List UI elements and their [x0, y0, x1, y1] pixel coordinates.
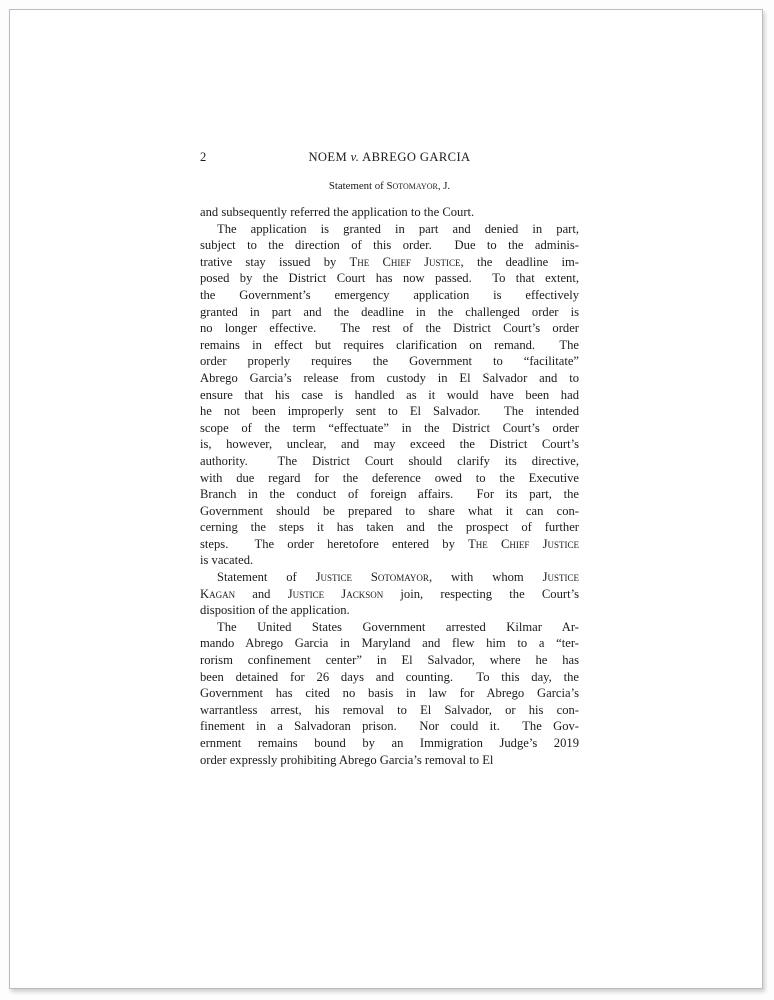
text-line: remains in effect but requires clarification on remand. The — [200, 337, 579, 352]
small-caps-text: Sotomayor — [386, 180, 438, 192]
small-caps-text: The Chief Justice — [468, 536, 579, 551]
text-line: The application is granted in part and denied in part, — [217, 221, 579, 236]
text-line: disposition of the application. — [200, 603, 350, 618]
text-line: steps. The order heretofore entered by The Chief Justice — [200, 536, 579, 551]
text-line: scope of the term “effectuate” in the District Court’s order — [200, 420, 579, 435]
small-caps-text: Justice Sotomayor — [315, 570, 429, 585]
page-content — [200, 150, 579, 768]
text-line: subject to the direction of this order. Due to the adminis- — [200, 238, 579, 253]
text-line: Government should be prepared to share what it can con- — [200, 503, 579, 518]
text-line: is, however, unclear, and may exceed the District Court’s — [200, 437, 579, 452]
text-line: ernment remains bound by an Immigration Judge’s 2019 — [200, 736, 579, 750]
text-line: posed by the District Court has now passed. To that extent, — [200, 271, 579, 286]
italic-text: v. — [350, 150, 360, 164]
text-line: mando Abrego Garcia in Maryland and flew him to a “ter- — [200, 636, 579, 651]
text-line: authority. The District Court should clarify its directive, — [200, 453, 579, 468]
section-subhead: Statement of Sotomayor, J. — [328, 180, 451, 192]
running-head — [200, 150, 579, 165]
text-line: Abrego Garcia’s release from custody in El Salvador and to — [200, 370, 579, 385]
text-line: granted in part and the deadline in the challenged order is — [200, 304, 579, 319]
document-page — [9, 9, 763, 989]
text-line: been detained for 26 days and counting. To this day, the — [200, 669, 579, 684]
small-caps-text: Justice — [542, 570, 580, 585]
text-line: order expressly prohibiting Abrego Garcia’s removal to El — [200, 752, 494, 767]
paragraph — [200, 569, 579, 619]
text-line: and subsequently referred the application to the Court. — [200, 205, 475, 219]
running-head-title: NOEM v. ABREGO GARCIA — [308, 150, 471, 164]
text-line: Statement of Justice Sotomayor, with whom Justice — [217, 570, 580, 585]
text-line: Branch in the conduct of foreign affairs. For its part, the — [200, 487, 579, 502]
text-line: he not been improperly sent to El Salvador. The intended — [200, 404, 579, 419]
text-line: warrantless arrest, his removal to El Salvador, or his con- — [200, 702, 579, 717]
text-line: ensure that his case is handled as it would have been had — [200, 387, 579, 402]
small-caps-text: Kagan — [200, 586, 236, 601]
text-line: the Government’s emergency application is effectively — [200, 287, 579, 302]
text-line: The United States Government arrested Kilmar Ar- — [217, 619, 579, 634]
small-caps-text: The Chief Justice — [349, 254, 461, 269]
text-line: finement in a Salvadoran prison. Nor could it. The Gov- — [200, 719, 579, 734]
text-line: Government has cited no basis in law for Abrego Garcia’s — [200, 686, 579, 701]
small-caps-text: Justice Jackson — [287, 586, 384, 601]
text-line: no longer effective. The rest of the District Court’s order — [200, 321, 579, 336]
document-body — [200, 204, 579, 768]
paragraph — [200, 204, 579, 221]
paragraph — [200, 619, 579, 768]
text-line: rorism confinement center” in El Salvador, where he has — [200, 653, 579, 668]
paragraph — [200, 221, 579, 569]
text-line: cerning the steps it has taken and the prospect of further — [200, 520, 579, 535]
text-line: Kagan and Justice Jackson join, respecting the Court’s — [200, 586, 579, 601]
text-line: order properly requires the Government to “facilitate” — [200, 354, 579, 369]
text-line: trative stay issued by The Chief Justice, the deadline im- — [200, 254, 579, 269]
text-line: is vacated. — [200, 553, 254, 568]
page-number: 2 — [200, 150, 207, 164]
text-line: with due regard for the deference owed to the Executive — [200, 470, 579, 485]
